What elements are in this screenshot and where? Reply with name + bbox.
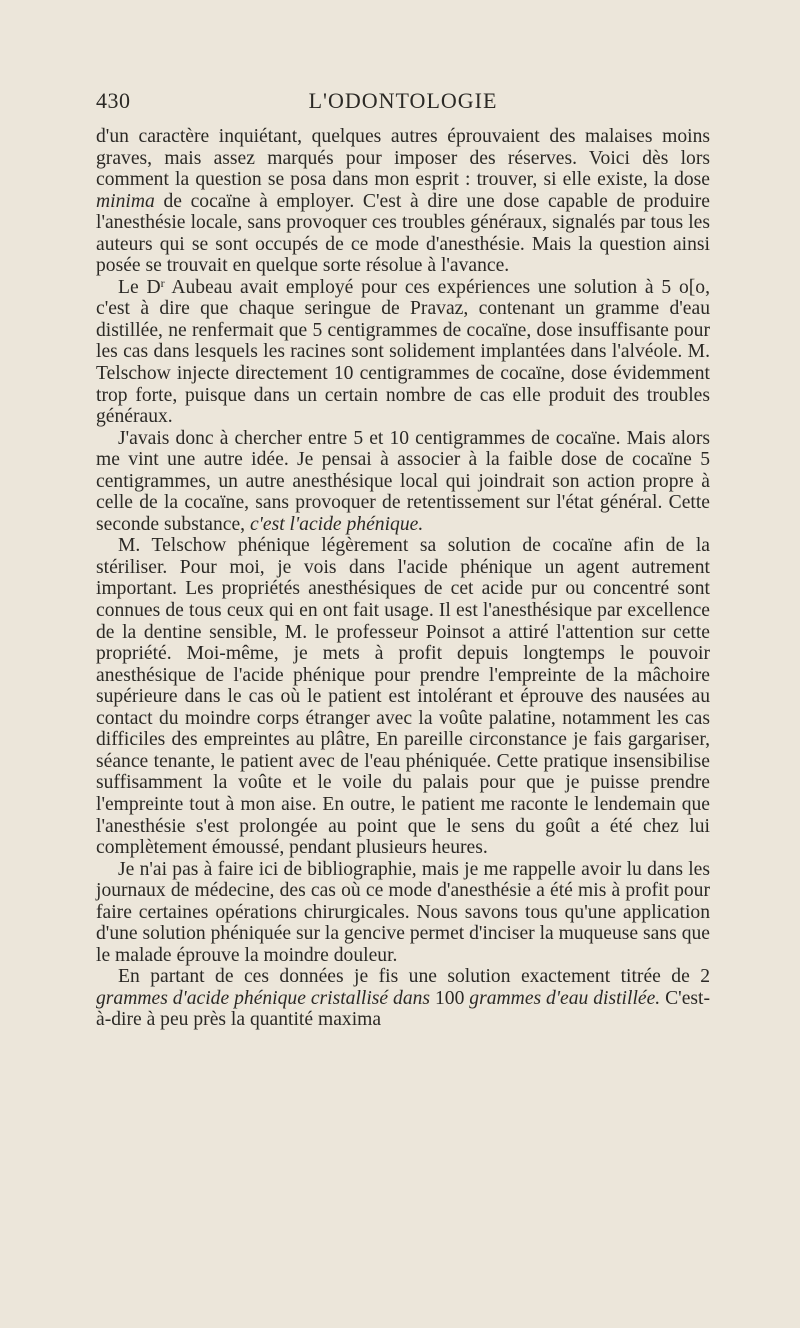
text-run: M. Telschow phénique légèrement sa solution de cocaïne afin de la stériliser. Pour moi, je vois dans l'acide phénique un agent autrement important. Les propriétés anesthésiques de cet acide pur ou concentré sont connues de tous ceux qui en ont fait usage. Il est l'anesthésique par excellence de la dentine sensible, M. le professeur Poinsot a attiré l'attention sur cette propriété. Moi-même, je mets à profit depuis longtemps le pouvoir anesthésique de l'acide phénique pour prendre l'empreinte de la mâchoire supérieure dans le cas où le patient est intolérant et éprouve des nausées au contact du moindre corps étranger avec la voûte palatine, notamment les cas difficiles des empreintes au plâtre, En pareille circonstance je fais gargariser, séance tenante, le patient avec de l'eau phéniquée. Cette pratique insensibilise suffisamment la voûte et le voile du palais pour que je puisse prendre l'empreinte tout à mon aise. En outre, le patient me raconte le lendemain que l'anesthésie s'est prolongée au point que le sens du goût a été chez lui complètement émoussé, pendant plusieurs heures. <box>96 535 710 859</box>
text-run: Je n'ai pas à faire ici de bibliographie, mais je me rappelle avoir lu dans les journaux de médecine, des cas où ce mode d'anesthésie a été mis à profit pour faire certaines opérations chirurgicales. Nous savons tous qu'une application d'une solution phéniquée sur la gencive permet d'inciser la muqueuse sans que le malade éprouve la moindre douleur. <box>96 858 710 966</box>
paragraph <box>96 966 710 1031</box>
paragraph <box>96 428 710 536</box>
text-run: d'un caractère inquiétant, quelques autres éprouvaient des malaises moins graves, mais assez marqués pour imposer des réserves. Voici dès lors comment la question se posa dans mon esprit : trouver, si elle existe, la dose <box>96 126 710 191</box>
paragraph <box>96 535 710 858</box>
italic-text: grammes d'eau distillée. <box>469 987 661 1009</box>
running-title: L'ODONTOLOGIE <box>308 88 498 113</box>
text-run: 100 <box>430 987 470 1009</box>
text-run: En partant de ces données je fis une solution exactement titrée de 2 <box>118 966 710 988</box>
paragraph <box>96 859 710 967</box>
page-header <box>96 88 710 118</box>
text-run: Le D <box>118 276 161 298</box>
italic-text: minima <box>96 190 155 212</box>
text-run: de cocaïne à employer. C'est à dire une dose capable de produire l'anesthésie locale, sans provoquer ces troubles généraux, signalés par tous les auteurs qui se sont occupés de ce mode d'anesthésie. Mais la question ainsi posée se trouvait en quelque sorte résolue à l'avance. <box>96 190 710 277</box>
body-text <box>96 126 710 1031</box>
text-run: Aubeau avait employé pour ces expériences une solution à 5 o[o, c'est à dire que chaque seringue de Pravaz, contenant un gramme d'eau distillée, ne renfermait que 5 centigrammes de cocaïne, dose insuffisante pour les cas dans lesquels les racines sont solidement implantées dans l'alvéole. M. Telschow injecte directement 10 centigrammes de cocaïne, dose évidemment trop forte, puisque dans un certain nombre de cas elle produit des troubles généraux. <box>96 276 710 428</box>
paragraph <box>96 277 710 428</box>
italic-text: c'est l'acide phénique. <box>249 513 424 535</box>
superscript-text: r <box>160 275 165 290</box>
page-number: 430 <box>96 88 131 113</box>
text-run: J'avais donc à chercher entre 5 et 10 centigrammes de cocaïne. Mais alors me vint une autre idée. Je pensai à associer à la faible dose de cocaïne 5 centigrammes, un autre anesthésique local qui joindrait son action propre à celle de la cocaïne, sans provoquer de retentissement sur l'état général. Cette seconde substance, <box>96 427 710 535</box>
italic-text: grammes d'acide phénique cristallisé dans <box>96 987 431 1009</box>
paragraph <box>96 126 710 277</box>
text-run: C'est-à-dire à peu près la quantité maxima <box>96 987 710 1031</box>
